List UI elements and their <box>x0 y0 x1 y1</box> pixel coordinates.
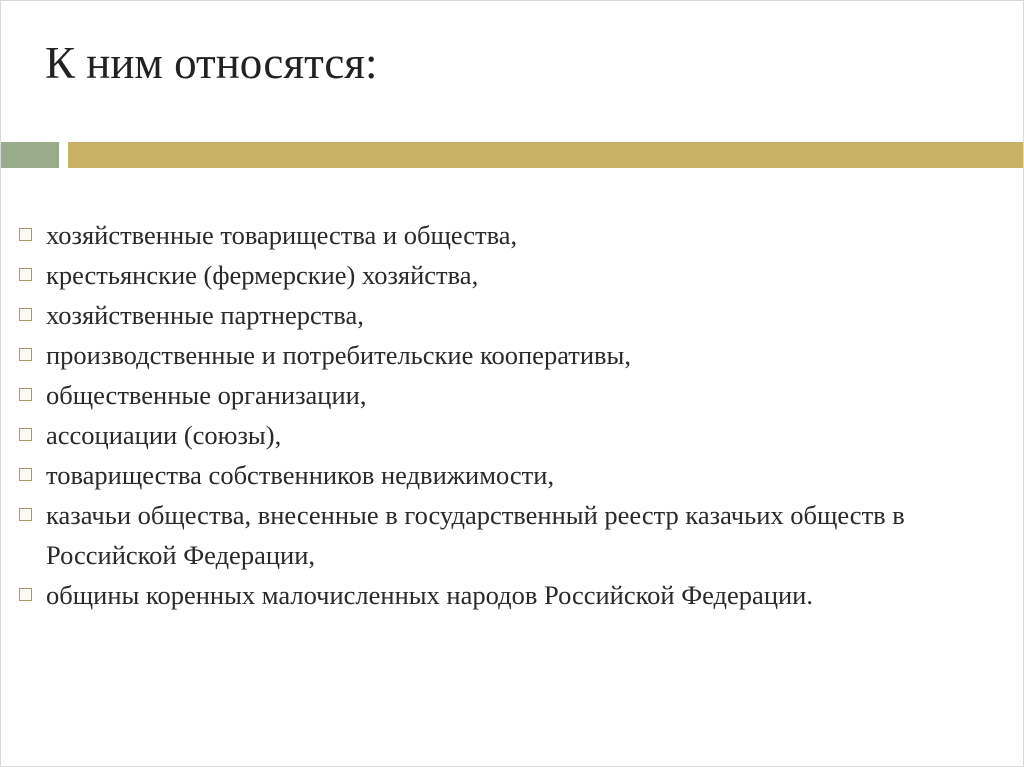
list-item <box>15 575 915 615</box>
list-item <box>15 295 915 335</box>
list-item-text: общественные организации, <box>46 380 367 410</box>
square-bullet-icon <box>19 268 32 281</box>
list-item <box>15 455 915 495</box>
square-bullet-icon <box>19 508 32 521</box>
list-item <box>15 415 915 455</box>
list-item <box>15 375 915 415</box>
title-divider-left <box>1 142 59 168</box>
list-item-text: ассоциации (союзы), <box>46 420 282 450</box>
square-bullet-icon <box>19 308 32 321</box>
list-item-text: крестьянские (фермерские) хозяйства, <box>46 260 479 290</box>
list-item-text: общины коренных малочисленных народов Российской Федерации. <box>46 580 813 610</box>
square-bullet-icon <box>19 348 32 361</box>
list-item-text: товарищества собственников недвижимости, <box>46 460 555 490</box>
list-item <box>15 335 915 375</box>
list-item-text: хозяйственные партнерства, <box>46 300 364 330</box>
square-bullet-icon <box>19 388 32 401</box>
slide-title: К ним относятся: <box>45 38 378 88</box>
square-bullet-icon <box>19 588 32 601</box>
square-bullet-icon <box>19 228 32 241</box>
square-bullet-icon <box>19 468 32 481</box>
list-item <box>15 255 915 295</box>
list-item-text: казачьи общества, внесенные в государственный реестр казачьих обществ в Российской Федерации, <box>46 500 905 570</box>
list-item-text: хозяйственные товарищества и общества, <box>46 220 518 250</box>
list-item <box>15 215 915 255</box>
title-divider-right <box>68 142 1023 168</box>
list-item <box>15 495 915 575</box>
square-bullet-icon <box>19 428 32 441</box>
list-item-text: производственные и потребительские кооперативы, <box>46 340 631 370</box>
bullet-list <box>15 215 915 615</box>
